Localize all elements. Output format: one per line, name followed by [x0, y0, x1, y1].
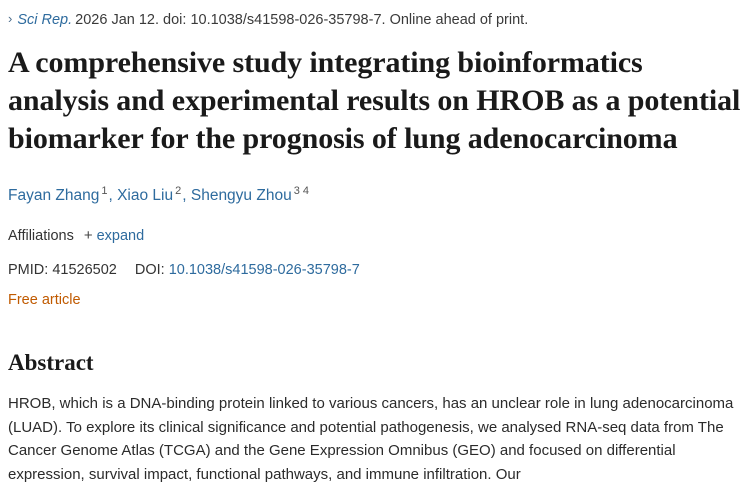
author-separator: ,	[182, 187, 187, 205]
doi-label: DOI:	[134, 262, 165, 279]
author-name[interactable]: Xiao Liu	[117, 187, 174, 205]
author-affiliation-marker[interactable]: 3 4	[293, 185, 309, 197]
author-affiliation-marker[interactable]: 1	[101, 185, 108, 197]
author-name[interactable]: Fayan Zhang	[8, 187, 100, 205]
author-affiliation-marker[interactable]: 2	[175, 185, 182, 197]
pmid-label: PMID:	[8, 262, 49, 279]
abstract-heading: Abstract	[8, 350, 94, 376]
citation-details: 2026 Jan 12. doi: 10.1038/s41598-026-35798-7. Online ahead of print.	[75, 12, 529, 28]
identifiers-row	[8, 260, 742, 280]
journal-name[interactable]: Sci Rep.	[17, 12, 73, 28]
page-title: A comprehensive study integrating bioinformatics analysis and experimental results on HROB as a potential biomarker for the prognosis of lung adenocarcinoma	[8, 46, 741, 155]
expand-affiliations-button[interactable]: expand	[96, 227, 145, 244]
citation-line	[8, 10, 742, 30]
free-article-badge[interactable]: Free article	[8, 292, 81, 309]
author-list	[8, 180, 742, 207]
pmid-block	[8, 262, 117, 278]
chevron-right-icon[interactable]: ›	[8, 11, 13, 26]
doi-link[interactable]: 10.1038/s41598-026-35798-7	[168, 262, 360, 279]
affiliations-row	[8, 227, 742, 244]
abstract-text: HROB, which is a DNA-binding protein linked to various cancers, has an unclear role in lung adenocarcinoma (LUAD). To explore its clinical significance and potential pathogenesis, we analysed RNA-seq data from The Cancer Genome Atlas (TCGA) and the Gene Expression Omnibus (GEO) and focused on differential expression, survival impact, functional pathways, and immune infiltration. Our	[8, 395, 734, 483]
author-name[interactable]: Shengyu Zhou	[190, 187, 292, 205]
author-separator: ,	[108, 187, 113, 205]
pmid-value: 41526502	[52, 262, 117, 279]
plus-icon[interactable]: +	[83, 227, 93, 245]
affiliations-label: Affiliations	[8, 227, 74, 244]
